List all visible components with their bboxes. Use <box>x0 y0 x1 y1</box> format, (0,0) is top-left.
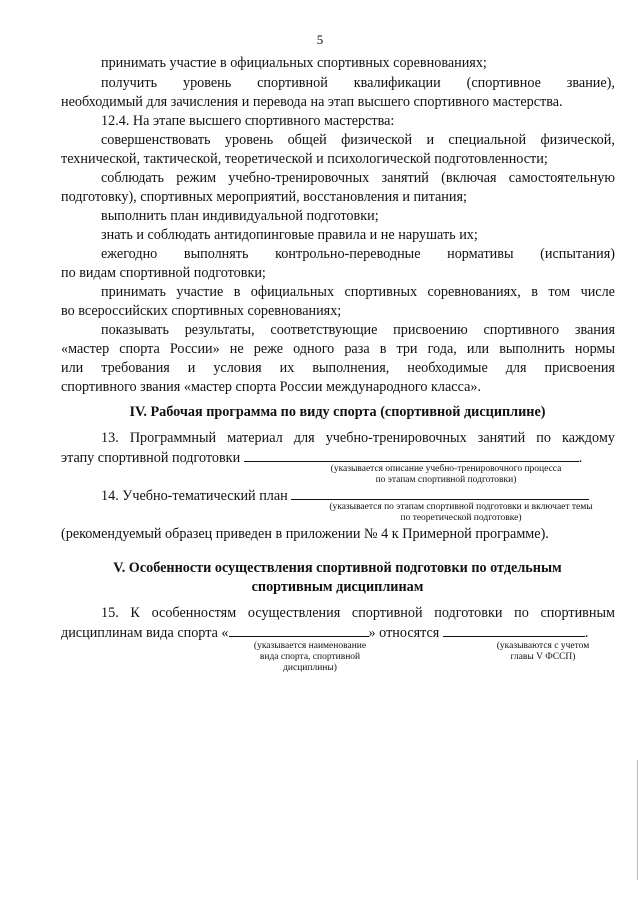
p15-line <box>61 624 588 642</box>
word: спортивных <box>344 284 418 300</box>
word: занятий <box>381 170 429 186</box>
p15-text-a: дисциплинам вида спорта « <box>61 625 229 641</box>
text-line: спортивного звания «мастер спорта России международного класса». <box>61 379 482 395</box>
text-line: технической, тактической, теоретической и психологической подготовленности; <box>61 151 548 167</box>
justified-line <box>101 75 615 92</box>
word: не <box>229 341 244 357</box>
word: совершенствовать <box>101 132 211 148</box>
p13-note-line: (указывается описание учебно-тренировочного процесса <box>330 464 562 474</box>
p15-note-line: дисциплины) <box>283 663 337 673</box>
word: участие <box>176 284 224 300</box>
word: нормы <box>574 341 615 357</box>
word: физической, <box>540 132 615 148</box>
word: спортивным <box>540 605 615 621</box>
word: подготовки <box>434 605 503 621</box>
word: по <box>514 605 529 621</box>
p14-blank-line <box>291 487 589 500</box>
p15-note-line: вида спорта, спортивной <box>259 652 361 662</box>
p15-blank-sport <box>229 624 369 637</box>
section-heading-v-line2: спортивным дисциплинам <box>251 579 424 595</box>
word: 13. <box>101 430 119 446</box>
word: соблюдать <box>101 170 165 186</box>
word: каждому <box>562 430 615 446</box>
word: уровень <box>182 75 232 91</box>
word: реже <box>253 341 284 357</box>
scan-edge <box>637 760 638 880</box>
text-line: (рекомендуемый образец приведен в приложении № 4 к Примерной программе). <box>61 526 549 542</box>
word: принимать <box>101 284 166 300</box>
p15-note-left <box>235 641 385 674</box>
p13-note-line: по этапам спортивной подготовки) <box>375 475 517 485</box>
word: режим <box>176 170 217 186</box>
word: и <box>187 360 196 376</box>
word: спортивной <box>257 75 328 91</box>
word: материал <box>227 430 283 446</box>
word: физической <box>341 132 413 148</box>
word: необходимые <box>407 360 488 376</box>
p13-blank-line <box>244 449 579 462</box>
text-line: во всероссийских спортивных соревнованиях; <box>61 303 342 319</box>
page-number: 5 <box>316 32 324 47</box>
justified-line <box>101 246 615 263</box>
text-line: подготовку), спортивных мероприятий, восстановления и питания; <box>61 189 467 205</box>
word: (испытания) <box>540 246 615 262</box>
word: «мастер <box>61 341 110 357</box>
p13-end: . <box>578 450 583 466</box>
word: учебно-тренировочных <box>325 430 467 446</box>
word: одного <box>293 341 335 357</box>
word: 15. <box>101 605 119 621</box>
justified-line <box>61 360 615 377</box>
word: официальных <box>250 284 335 300</box>
word: занятий <box>477 430 526 446</box>
p13-text: этапу спортивной подготовки <box>61 450 241 466</box>
word: учебно-тренировочных <box>228 170 370 186</box>
word: общей <box>287 132 327 148</box>
word: контрольно-переводные <box>275 246 421 262</box>
word: спортивной <box>351 605 423 621</box>
word: соревнованиях, <box>427 284 521 300</box>
text-line: по видам спортивной подготовки; <box>61 265 266 281</box>
word: раза <box>344 341 370 357</box>
word: спортивного <box>483 322 560 338</box>
word: присвоения <box>544 360 615 376</box>
word: в <box>531 284 538 300</box>
word: России» <box>169 341 220 357</box>
word: получить <box>101 75 158 91</box>
word: особенностям <box>151 605 237 621</box>
word: года, <box>427 341 457 357</box>
word: присвоению <box>393 322 468 338</box>
text-line: выполнить план индивидуальной подготовки; <box>101 208 379 224</box>
word: результаты, <box>184 322 255 338</box>
word: в <box>233 284 241 300</box>
p15-blank-features <box>443 624 585 637</box>
word: выполнять <box>183 246 249 262</box>
word: (включая <box>441 170 497 186</box>
p15-note-line: главы V ФССП) <box>510 652 576 662</box>
text-line: необходимый для зачисления и перевода на этап высшего спортивного мастерства. <box>61 94 563 110</box>
word: их <box>279 360 295 376</box>
justified-line <box>61 341 615 358</box>
p15-note-line: (указывается наименование <box>253 641 367 651</box>
p15-end: . <box>584 625 589 641</box>
word: осуществления <box>247 605 341 621</box>
word: самостоятельную <box>508 170 615 186</box>
word: выполнения, <box>312 360 390 376</box>
p14-note-line: по теоретической подготовке) <box>400 513 522 523</box>
p14-note-line: (указывается по этапам спортивной подготовки и включает темы <box>329 502 593 512</box>
justified-line <box>101 284 615 301</box>
text-line: принимать участие в официальных спортивных соревнованиях; <box>101 55 487 71</box>
p15-note-line: (указываются с учетом <box>496 641 590 651</box>
word: выполнить <box>499 341 565 357</box>
word: для <box>293 430 315 446</box>
justified-line <box>101 132 615 149</box>
word: показывать <box>101 322 169 338</box>
word: нормативы <box>447 246 514 262</box>
justified-line <box>101 170 615 187</box>
word: звания <box>574 322 615 338</box>
p15-note-right <box>468 641 618 663</box>
word: и <box>426 132 435 148</box>
word: соответствующие <box>270 322 378 338</box>
word: требования <box>101 360 170 376</box>
word: для <box>505 360 527 376</box>
word: ежегодно <box>101 246 158 262</box>
word: том <box>548 284 571 300</box>
word: К <box>130 605 140 621</box>
word: (спортивное <box>466 75 541 91</box>
p15-text-b: » относятся <box>368 625 440 641</box>
word: или <box>61 360 84 376</box>
justified-line <box>101 430 615 447</box>
word: спорта <box>119 341 160 357</box>
text-line: знать и соблюдать антидопинговые правила и не нарушать их; <box>101 227 478 243</box>
word: или <box>466 341 490 357</box>
p14-text: 14. Учебно-тематический план <box>101 488 288 504</box>
justified-line <box>101 322 615 339</box>
word: звание), <box>566 75 615 91</box>
word: квалификации <box>353 75 441 91</box>
word: уровень <box>224 132 274 148</box>
text-line: 12.4. На этапе высшего спортивного мастерства: <box>101 113 395 129</box>
word: по <box>536 430 551 446</box>
section-heading-iv: IV. Рабочая программа по виду спорта (спортивной дисциплине) <box>129 404 546 420</box>
p13-note <box>276 464 616 486</box>
justified-line <box>101 605 615 622</box>
section-heading-v-line1: V. Особенности осуществления спортивной подготовки по отдельным <box>113 560 562 576</box>
word: три <box>396 341 418 357</box>
word: числе <box>580 284 615 300</box>
word: в <box>379 341 387 357</box>
p14-note <box>306 502 616 524</box>
word: Программный <box>129 430 217 446</box>
word: условия <box>213 360 262 376</box>
word: специальной <box>448 132 527 148</box>
